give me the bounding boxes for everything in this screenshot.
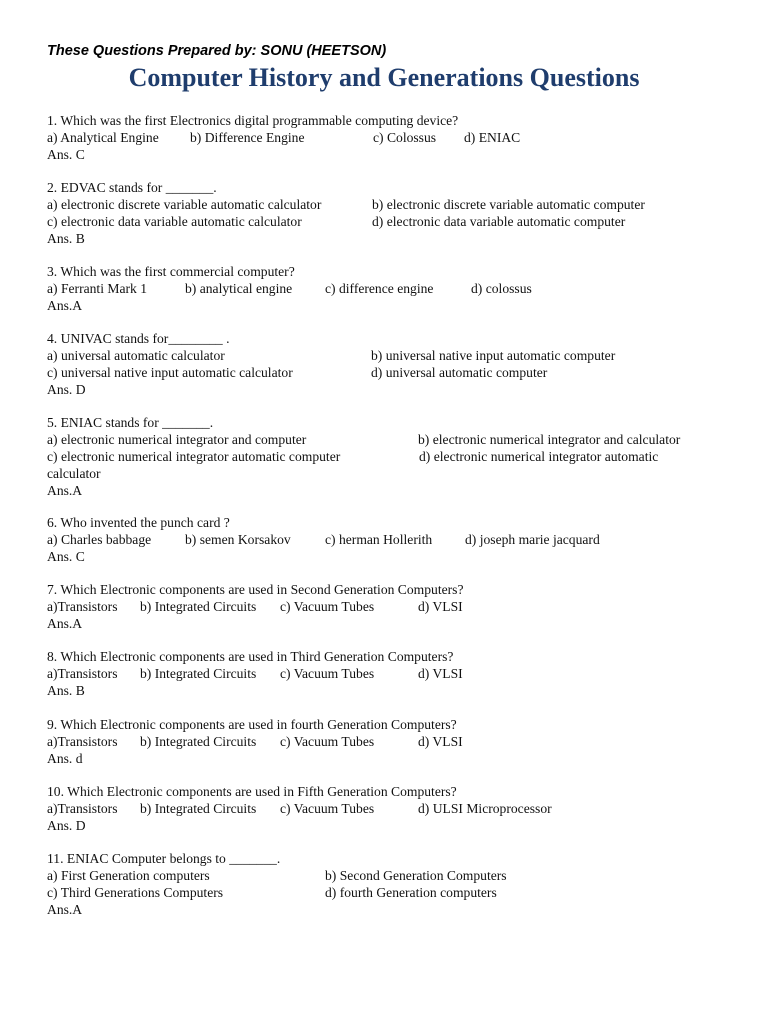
answer: Ans. D [47, 818, 86, 833]
answer: Ans. d [47, 751, 83, 766]
question-text: 5. ENIAC stands for _______. [47, 415, 214, 430]
option-d: d) joseph marie jacquard [465, 532, 600, 547]
question-text: 2. EDVAC stands for _______. [47, 180, 217, 195]
answer: Ans.A [47, 298, 83, 313]
option-d: d) fourth Generation computers [325, 885, 497, 900]
option-d: d) electronic data variable automatic computer [372, 214, 626, 229]
option-a: a) electronic numerical integrator and computer [47, 432, 307, 447]
option-a: a)Transistors [47, 666, 118, 681]
question-text: 9. Which Electronic components are used in fourth Generation Computers? [47, 717, 457, 732]
question-block [47, 716, 747, 767]
option-d: d) ENIAC [464, 130, 521, 145]
question-block [47, 581, 747, 632]
question-text: 3. Which was the first commercial computer? [47, 264, 295, 279]
option-a: a)Transistors [47, 734, 118, 749]
option-c: c) Vacuum Tubes [280, 734, 375, 749]
option-a: a)Transistors [47, 801, 118, 816]
question-block [47, 783, 747, 834]
option-b: b) semen Korsakov [185, 532, 291, 547]
option-a: a)Transistors [47, 599, 118, 614]
option-c: c) Third Generations Computers [47, 885, 224, 900]
option-d: d) VLSI [418, 599, 463, 614]
option-b: b) Second Generation Computers [325, 868, 507, 883]
option-c: c) universal native input automatic calculator [47, 365, 293, 380]
option-d: d) colossus [471, 281, 532, 296]
prepared-by-line: These Questions Prepared by: SONU (HEETSON) [47, 43, 387, 59]
answer: Ans.A [47, 902, 83, 917]
option-a: a) First Generation computers [47, 868, 210, 883]
question-block [47, 179, 747, 247]
option-c: c) electronic numerical integrator automatic computer [47, 449, 341, 464]
answer: Ans. C [47, 549, 85, 564]
option-a: a) universal automatic calculator [47, 348, 225, 363]
option-a: a) electronic discrete variable automatic calculator [47, 197, 322, 212]
option-b: b) electronic discrete variable automatic computer [372, 197, 645, 212]
question-text: 8. Which Electronic components are used in Third Generation Computers? [47, 649, 454, 664]
option-a: a) Analytical Engine [47, 130, 159, 145]
option-b: b) Difference Engine [190, 130, 305, 145]
question-block [47, 648, 747, 699]
question-text: 7. Which Electronic components are used in Second Generation Computers? [47, 582, 464, 597]
question-text: 6. Who invented the punch card ? [47, 515, 230, 530]
option-a: a) Charles babbage [47, 532, 152, 547]
answer: Ans. C [47, 147, 85, 162]
option-b: b) analytical engine [185, 281, 293, 296]
question-block [47, 112, 747, 163]
answer: Ans. B [47, 231, 85, 246]
question-text: 11. ENIAC Computer belongs to _______. [47, 851, 281, 866]
answer: Ans.A [47, 483, 83, 498]
option-b: b) universal native input automatic computer [371, 348, 616, 363]
option-d: d) VLSI [418, 734, 463, 749]
option-d: d) universal automatic computer [371, 365, 548, 380]
option-c: c) difference engine [325, 281, 434, 296]
question-block [47, 263, 747, 314]
question-block [47, 850, 747, 918]
option-c: c) herman Hollerith [325, 532, 433, 547]
answer: Ans.A [47, 616, 83, 631]
option-d: d) ULSI Microprocessor [418, 801, 552, 816]
answer: Ans. B [47, 683, 85, 698]
option-b: b) Integrated Circuits [140, 801, 257, 816]
answer: Ans. D [47, 382, 86, 397]
question-block [47, 514, 747, 565]
option-c: c) Vacuum Tubes [280, 801, 375, 816]
question-text: 4. UNIVAC stands for________ . [47, 331, 230, 346]
question-text: 10. Which Electronic components are used in Fifth Generation Computers? [47, 784, 457, 799]
option-b: b) electronic numerical integrator and calculator [418, 432, 681, 447]
option-c: c) Vacuum Tubes [280, 666, 375, 681]
option-d-continued: calculator [47, 466, 101, 481]
option-b: b) Integrated Circuits [140, 599, 257, 614]
page-title: Computer History and Generations Questions [128, 63, 640, 92]
question-block [47, 330, 747, 398]
option-c: c) Vacuum Tubes [280, 599, 375, 614]
question-block [47, 414, 747, 499]
option-a: a) Ferranti Mark 1 [47, 281, 148, 296]
option-d: d) VLSI [418, 666, 463, 681]
option-d: d) electronic numerical integrator automatic [419, 449, 659, 464]
question-text: 1. Which was the first Electronics digital programmable computing device? [47, 113, 459, 128]
option-b: b) Integrated Circuits [140, 734, 257, 749]
option-b: b) Integrated Circuits [140, 666, 257, 681]
option-c: c) Colossus [373, 130, 437, 145]
option-c: c) electronic data variable automatic calculator [47, 214, 302, 229]
